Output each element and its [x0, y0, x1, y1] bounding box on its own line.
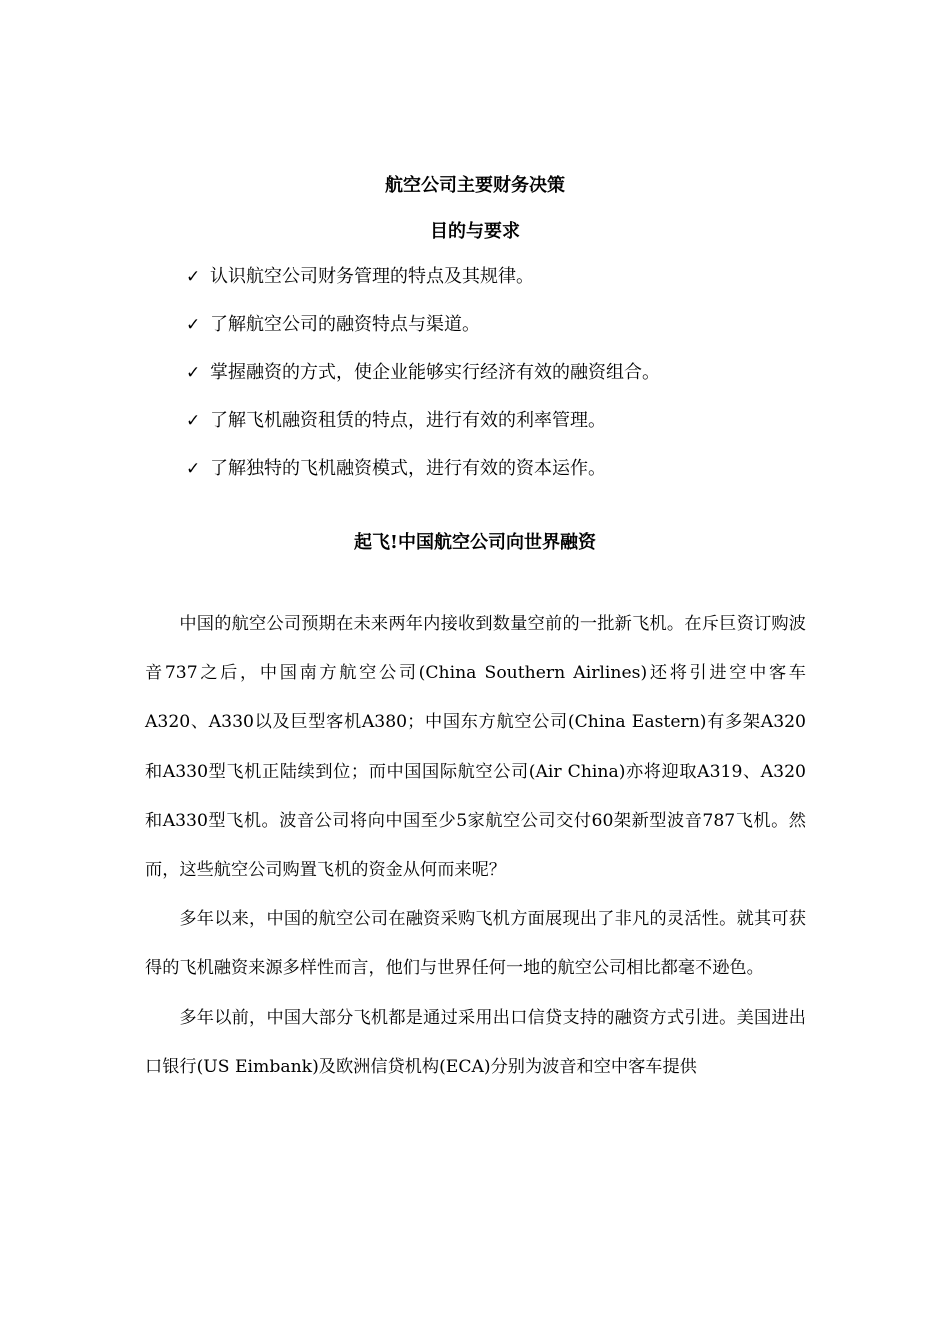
check-icon: ✓ — [186, 315, 201, 335]
article-paragraph: 中国的航空公司预期在未来两年内接收到数量空前的一批新飞机。在斥巨资订购波音737之后，中国南方航空公司(China Southern Airlines)还将引进空中客车A320、A330以及巨型客机A380；中国东方航空公司(China Eastern)有多架A320和A330型飞机正陆续到位；而中国国际航空公司(Air China)亦将迎取A319、A320和A330型飞机。波音公司将向中国至少5家航空公司交付60架新型波音787飞机。然而，这些航空公司购置飞机的资金从何而来呢？ — [145, 614, 806, 881]
check-icon: ✓ — [186, 363, 201, 383]
objective-item — [186, 457, 866, 505]
article-paragraph: 多年以前，中国大部分飞机都是通过采用出口信贷支持的融资方式引进。美国进出口银行(US Eimbank)及欧洲信贷机构(ECA)分别为波音和空中客车提供 — [145, 1007, 806, 1077]
check-icon: ✓ — [186, 411, 201, 431]
objective-text: 了解航空公司的融资特点与渠道。 — [210, 314, 480, 335]
objective-item — [186, 361, 866, 409]
article-paragraph: 多年以来，中国的航空公司在融资采购飞机方面展现出了非凡的灵活性。就其可获得的飞机融资来源多样性而言，他们与世界任何一地的航空公司相比都毫不逊色。 — [145, 909, 806, 979]
objective-text: 掌握融资的方式，使企业能够实行经济有效的融资组合。 — [210, 362, 660, 383]
article-body — [145, 600, 806, 1092]
article-title: 起飞!中国航空公司向世界融资 — [354, 532, 596, 553]
objective-text: 了解独特的飞机融资模式，进行有效的资本运作。 — [210, 458, 606, 479]
objective-text: 认识航空公司财务管理的特点及其规律。 — [210, 266, 534, 287]
objective-item — [186, 265, 866, 313]
objective-item — [186, 409, 866, 457]
check-icon: ✓ — [186, 267, 201, 287]
section-heading-objectives: 目的与要求 — [430, 221, 520, 242]
objective-text: 了解飞机融资租赁的特点，进行有效的利率管理。 — [210, 410, 606, 431]
document-title: 航空公司主要财务决策 — [385, 175, 565, 196]
objectives-list — [186, 265, 866, 505]
objective-item — [186, 313, 866, 361]
check-icon: ✓ — [186, 459, 201, 479]
